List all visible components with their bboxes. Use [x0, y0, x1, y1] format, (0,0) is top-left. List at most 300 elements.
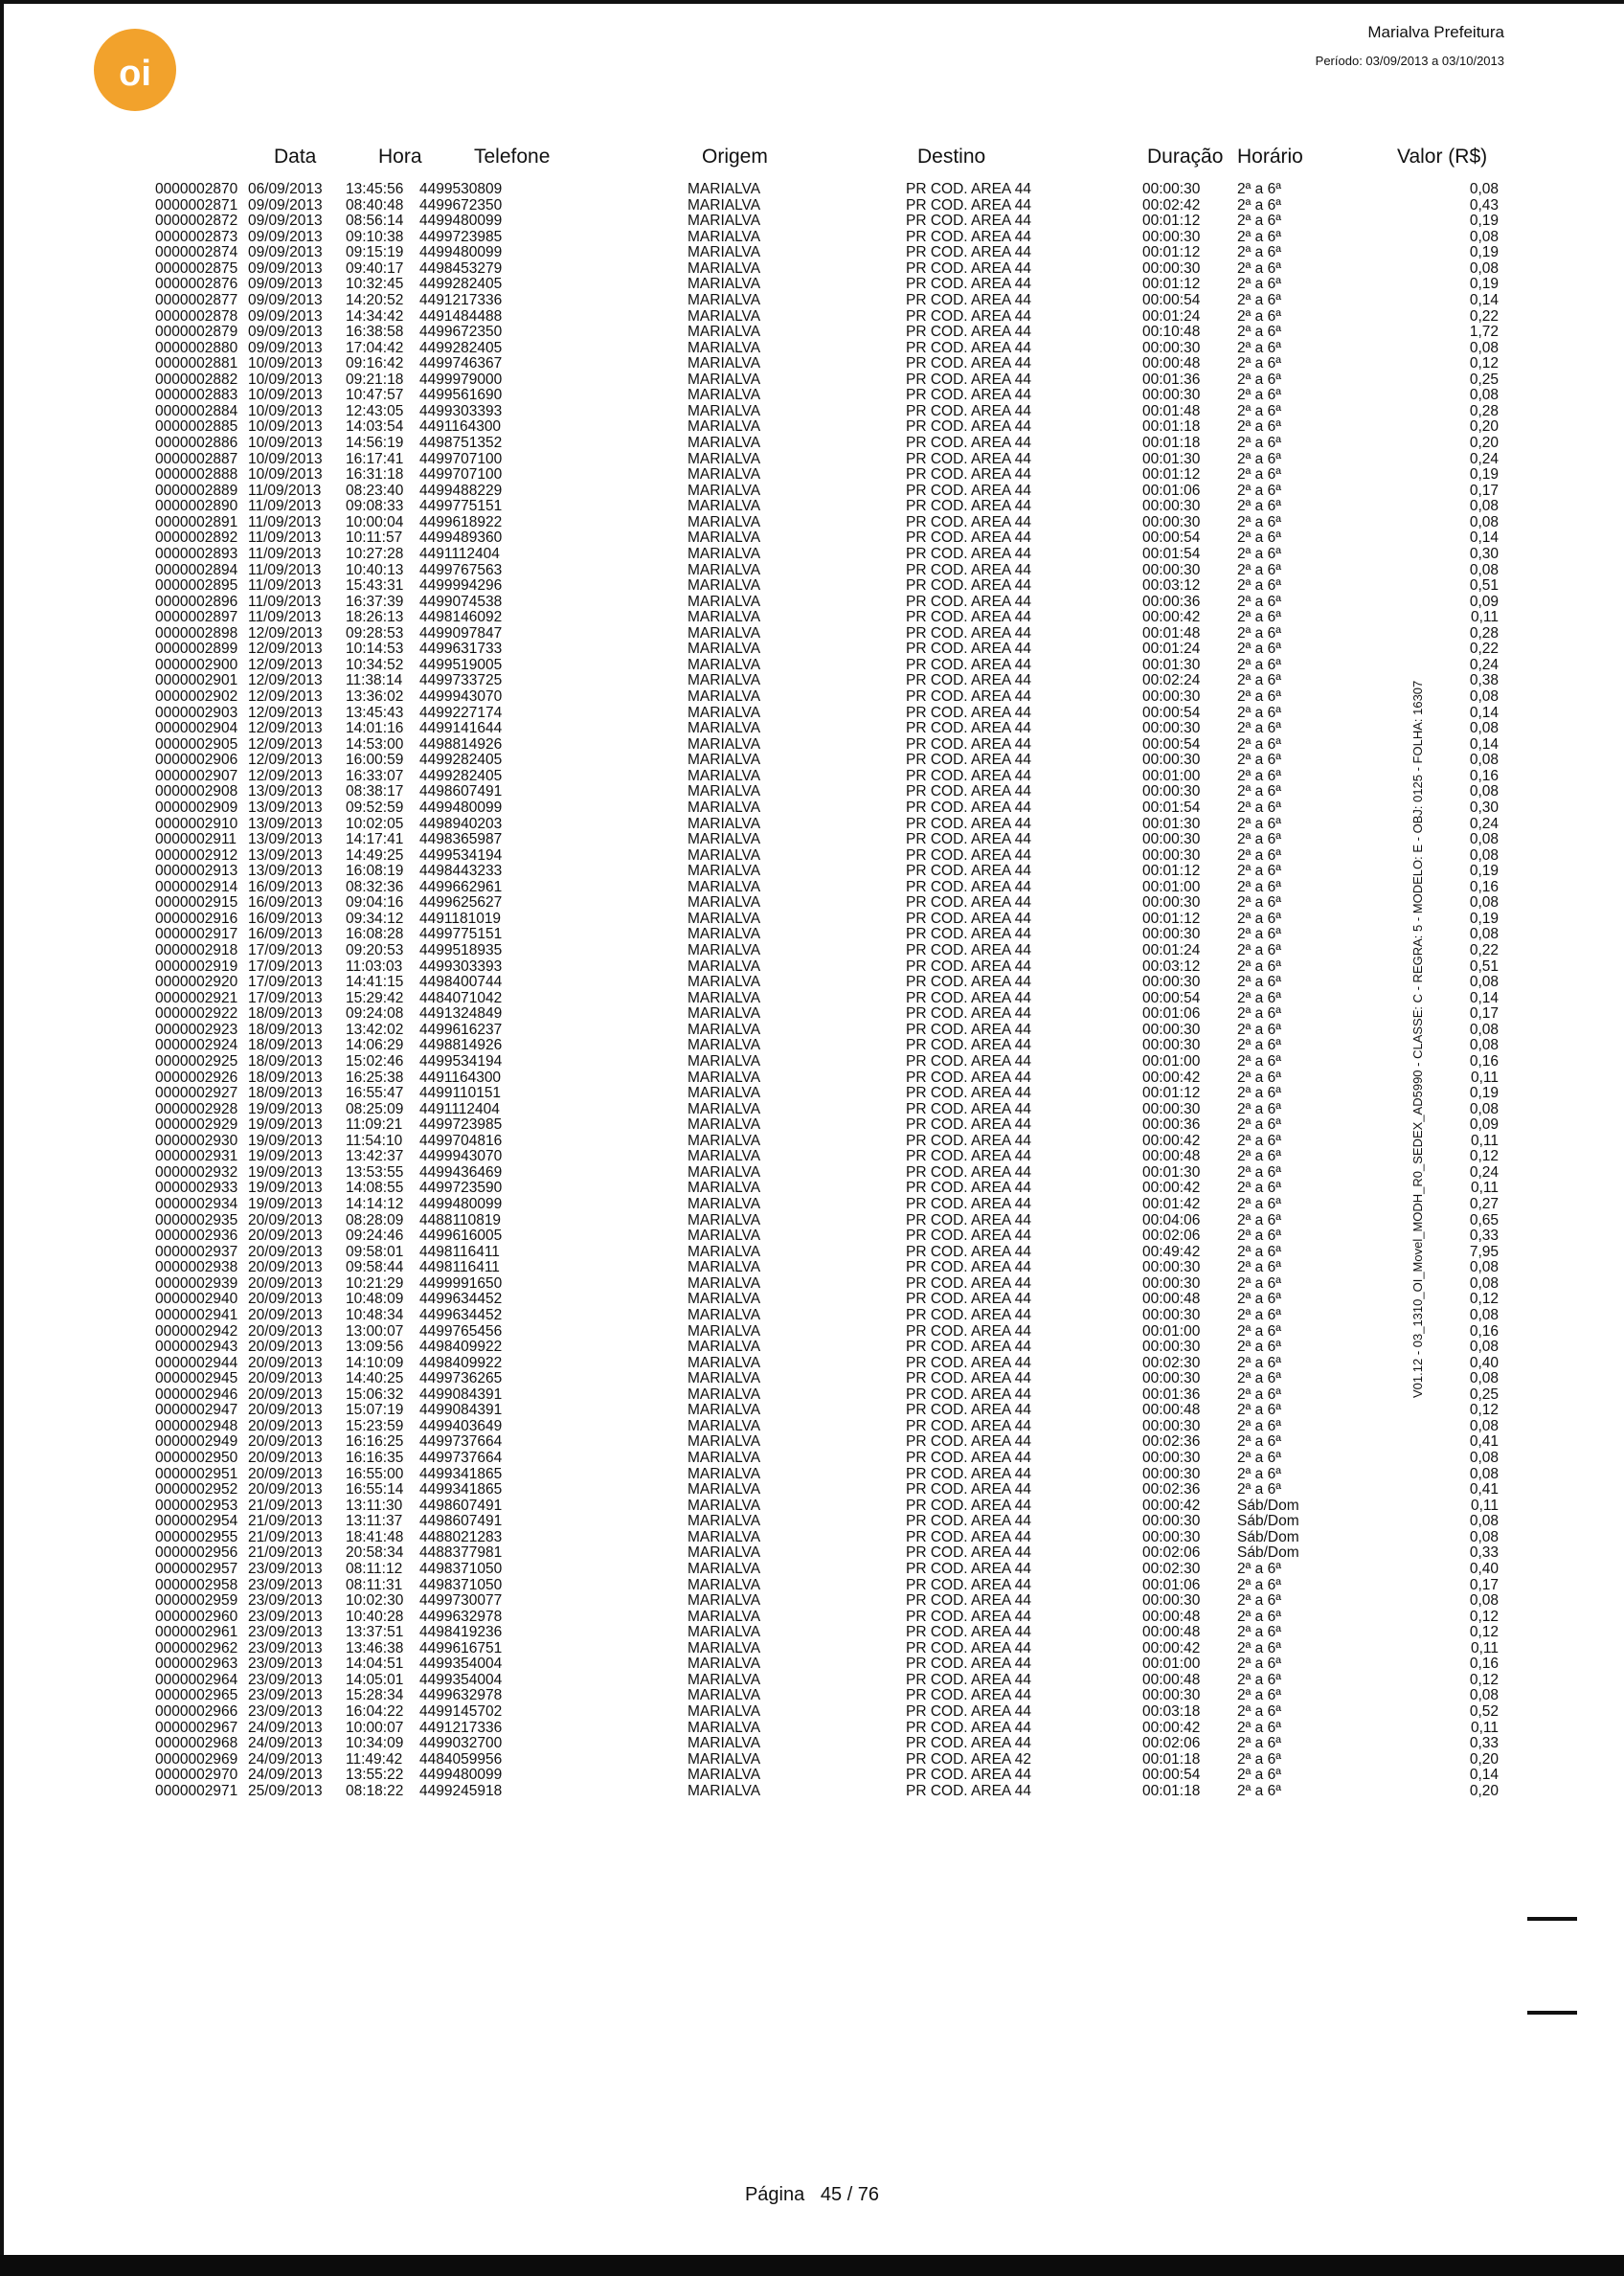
phone-number: 4499765456	[419, 1322, 503, 1340]
call-date: 17/09/2013	[248, 942, 323, 958]
phone-number: 4498116411	[419, 1243, 500, 1260]
phone-number: 4499519005	[419, 656, 503, 673]
origin: MARIALVA	[688, 1560, 761, 1577]
duration: 00:00:48	[1142, 355, 1201, 372]
phone-number: 4499074538	[419, 593, 503, 610]
value: 0,19	[1469, 244, 1499, 261]
call-time: 10:34:52	[346, 656, 404, 673]
schedule: 2ª a 6ª	[1237, 1085, 1281, 1102]
table-row	[0, 737, 1624, 754]
phone-number: 4499530809	[419, 181, 503, 197]
value: 0,08	[1469, 498, 1499, 515]
origin: MARIALVA	[688, 624, 761, 642]
call-time: 14:56:19	[346, 435, 404, 451]
value: 0,11	[1470, 1497, 1499, 1514]
call-time: 09:16:42	[346, 355, 404, 372]
schedule: 2ª a 6ª	[1237, 561, 1281, 578]
call-date: 19/09/2013	[248, 1180, 323, 1197]
schedule: 2ª a 6ª	[1237, 1386, 1281, 1403]
destination: PR COD. AREA 44	[906, 1339, 1031, 1356]
call-date: 09/09/2013	[248, 276, 323, 293]
call-date: 09/09/2013	[248, 291, 323, 308]
destination: PR COD. AREA 44	[906, 1687, 1031, 1704]
call-time: 15:29:42	[346, 989, 404, 1006]
record-id: 0000002958	[155, 1576, 238, 1593]
value: 0,24	[1469, 1163, 1499, 1181]
call-time: 14:08:55	[346, 1180, 404, 1197]
scan-border-bottom	[0, 2255, 1624, 2276]
phone-number: 4499632978	[419, 1687, 503, 1704]
origin: MARIALVA	[688, 1196, 761, 1212]
duration: 00:02:06	[1142, 1544, 1201, 1562]
call-time: 09:58:44	[346, 1259, 404, 1276]
origin: MARIALVA	[688, 1132, 761, 1149]
call-time: 16:33:07	[346, 767, 404, 784]
table-row	[0, 1688, 1624, 1704]
value: 0,12	[1469, 1402, 1499, 1419]
value: 0,19	[1469, 466, 1499, 484]
phone-number: 4499767563	[419, 561, 503, 578]
duration: 00:00:30	[1142, 688, 1201, 705]
origin: MARIALVA	[688, 1306, 761, 1323]
call-time: 08:38:17	[346, 783, 404, 800]
value: 0,08	[1469, 1259, 1499, 1276]
destination: PR COD. AREA 44	[906, 1021, 1031, 1038]
table-row	[0, 1704, 1624, 1721]
table-row	[0, 673, 1624, 689]
value: 0,27	[1469, 1196, 1499, 1212]
call-date: 23/09/2013	[248, 1608, 323, 1625]
schedule: 2ª a 6ª	[1237, 1306, 1281, 1323]
schedule: 2ª a 6ª	[1237, 1370, 1281, 1387]
value: 0,11	[1470, 1069, 1499, 1086]
origin: MARIALVA	[688, 672, 761, 689]
duration: 00:00:30	[1142, 894, 1201, 912]
origin: MARIALVA	[688, 355, 761, 372]
table-row	[0, 1117, 1624, 1134]
call-date: 13/09/2013	[248, 863, 323, 880]
duration: 00:00:42	[1142, 1639, 1201, 1656]
origin: MARIALVA	[688, 402, 761, 419]
record-id: 0000002906	[155, 752, 238, 769]
call-date: 10/09/2013	[248, 355, 323, 372]
origin: MARIALVA	[688, 735, 761, 753]
phone-number: 4499282405	[419, 767, 503, 784]
call-date: 11/09/2013	[248, 498, 322, 515]
call-date: 23/09/2013	[248, 1656, 323, 1673]
destination: PR COD. AREA 44	[906, 656, 1031, 673]
record-id: 0000002921	[155, 989, 238, 1006]
table-row	[0, 1054, 1624, 1070]
destination: PR COD. AREA 44	[906, 1052, 1031, 1070]
schedule: 2ª a 6ª	[1237, 1671, 1281, 1688]
phone-number: 4499707100	[419, 450, 503, 467]
destination: PR COD. AREA 44	[906, 767, 1031, 784]
destination: PR COD. AREA 44	[906, 1291, 1031, 1308]
destination: PR COD. AREA 44	[906, 1085, 1031, 1102]
schedule: 2ª a 6ª	[1237, 196, 1281, 214]
origin: MARIALVA	[688, 1639, 761, 1656]
call-date: 12/09/2013	[248, 641, 323, 658]
schedule: 2ª a 6ª	[1237, 831, 1281, 848]
table-row	[0, 182, 1624, 198]
schedule: 2ª a 6ª	[1237, 609, 1281, 626]
table-row	[0, 658, 1624, 674]
phone-number: 4498814926	[419, 735, 503, 753]
origin: MARIALVA	[688, 1687, 761, 1704]
record-id: 0000002963	[155, 1656, 238, 1673]
phone-number: 4499341865	[419, 1465, 503, 1482]
call-time: 09:40:17	[346, 259, 404, 277]
destination: PR COD. AREA 44	[906, 1639, 1031, 1656]
phone-number: 4499672350	[419, 196, 503, 214]
call-date: 23/09/2013	[248, 1687, 323, 1704]
value: 0,24	[1469, 815, 1499, 832]
record-id: 0000002951	[155, 1465, 238, 1482]
call-time: 15:06:32	[346, 1386, 404, 1403]
call-date: 21/09/2013	[248, 1497, 323, 1514]
origin: MARIALVA	[688, 878, 761, 895]
table-row	[0, 245, 1624, 261]
destination: PR COD. AREA 44	[906, 1592, 1031, 1610]
call-date: 23/09/2013	[248, 1576, 323, 1593]
call-time: 10:48:09	[346, 1291, 404, 1308]
call-date: 19/09/2013	[248, 1148, 323, 1165]
destination: PR COD. AREA 44	[906, 513, 1031, 530]
value: 0,11	[1470, 1132, 1499, 1149]
table-row	[0, 484, 1624, 500]
duration: 00:01:24	[1142, 641, 1201, 658]
duration: 00:00:30	[1142, 926, 1201, 943]
record-id: 0000002882	[155, 371, 238, 388]
phone-number: 4499943070	[419, 688, 503, 705]
call-time: 15:43:31	[346, 577, 404, 595]
call-date: 18/09/2013	[248, 1005, 323, 1023]
call-date: 17/09/2013	[248, 958, 323, 975]
destination: PR COD. AREA 44	[906, 1513, 1031, 1530]
destination: PR COD. AREA 44	[906, 181, 1031, 197]
call-time: 13:53:55	[346, 1163, 404, 1181]
call-time: 09:08:33	[346, 498, 404, 515]
page-label: Página	[744, 2184, 805, 2205]
origin: MARIALVA	[688, 767, 761, 784]
call-time: 08:28:09	[346, 1211, 404, 1228]
record-id: 0000002967	[155, 1719, 238, 1736]
destination: PR COD. AREA 44	[906, 196, 1031, 214]
call-date: 20/09/2013	[248, 1339, 323, 1356]
value: 0,08	[1469, 1528, 1499, 1545]
origin: MARIALVA	[688, 1339, 761, 1356]
value: 0,14	[1469, 530, 1499, 547]
phone-number: 4498607491	[419, 1497, 503, 1514]
duration: 00:01:24	[1142, 942, 1201, 958]
duration: 00:00:54	[1142, 704, 1201, 721]
col-header-data: Data	[274, 146, 317, 168]
duration: 00:01:12	[1142, 213, 1201, 230]
table-row	[0, 1038, 1624, 1054]
table-row	[0, 467, 1624, 484]
phone-number: 4498365987	[419, 831, 503, 848]
value: 0,14	[1469, 735, 1499, 753]
value: 0,08	[1469, 1687, 1499, 1704]
phone-number: 4499282405	[419, 276, 503, 293]
origin: MARIALVA	[688, 783, 761, 800]
record-id: 0000002961	[155, 1624, 238, 1641]
origin: MARIALVA	[688, 1528, 761, 1545]
destination: PR COD. AREA 44	[906, 783, 1031, 800]
destination: PR COD. AREA 44	[906, 259, 1031, 277]
call-time: 08:11:31	[346, 1576, 403, 1593]
call-time: 10:14:53	[346, 641, 404, 658]
table-row	[0, 721, 1624, 737]
phone-number: 4499723590	[419, 1180, 503, 1197]
phone-number: 4484071042	[419, 989, 503, 1006]
call-time: 15:23:59	[346, 1417, 404, 1434]
phone-number: 4498607491	[419, 783, 503, 800]
phone-number: 4498443233	[419, 863, 503, 880]
record-id: 0000002877	[155, 291, 238, 308]
call-time: 13:11:37	[346, 1513, 403, 1530]
table-row	[0, 530, 1624, 547]
company-name: Marialva Prefeitura	[1367, 23, 1504, 41]
schedule: 2ª a 6ª	[1237, 339, 1281, 356]
call-date: 21/09/2013	[248, 1513, 323, 1530]
call-date: 20/09/2013	[248, 1433, 323, 1451]
duration: 00:01:24	[1142, 307, 1201, 325]
call-time: 14:41:15	[346, 974, 404, 991]
record-id: 0000002896	[155, 593, 238, 610]
origin: MARIALVA	[688, 1513, 761, 1530]
table-row	[0, 452, 1624, 468]
schedule: 2ª a 6ª	[1237, 656, 1281, 673]
value: 0,24	[1469, 450, 1499, 467]
oi-logo: oi	[94, 29, 176, 111]
origin: MARIALVA	[688, 513, 761, 530]
destination: PR COD. AREA 44	[906, 418, 1031, 436]
schedule: 2ª a 6ª	[1237, 1433, 1281, 1451]
destination: PR COD. AREA 44	[906, 1782, 1031, 1799]
duration: 00:00:30	[1142, 387, 1201, 404]
duration: 00:00:30	[1142, 228, 1201, 245]
table-row	[0, 1403, 1624, 1419]
origin: MARIALVA	[688, 1211, 761, 1228]
phone-number: 4488110819	[419, 1211, 502, 1228]
table-row	[0, 1768, 1624, 1784]
schedule: 2ª a 6ª	[1237, 1481, 1281, 1499]
schedule: 2ª a 6ª	[1237, 1339, 1281, 1356]
value: 0,08	[1469, 1370, 1499, 1387]
table-row	[0, 309, 1624, 326]
duration: 00:00:30	[1142, 974, 1201, 991]
call-date: 23/09/2013	[248, 1639, 323, 1656]
call-date: 11/09/2013	[248, 545, 322, 562]
record-id: 0000002909	[155, 799, 238, 816]
duration: 00:00:30	[1142, 1370, 1201, 1387]
value: 0,08	[1469, 831, 1499, 848]
origin: MARIALVA	[688, 593, 761, 610]
record-id: 0000002881	[155, 355, 238, 372]
call-time: 09:24:46	[346, 1228, 404, 1245]
table-row	[0, 1102, 1624, 1118]
table-row	[0, 912, 1624, 928]
table-row	[0, 578, 1624, 595]
call-time: 13:42:37	[346, 1148, 404, 1165]
value: 0,08	[1469, 1274, 1499, 1292]
schedule: 2ª a 6ª	[1237, 1608, 1281, 1625]
schedule: 2ª a 6ª	[1237, 213, 1281, 230]
value: 0,08	[1469, 894, 1499, 912]
record-id: 0000002899	[155, 641, 238, 658]
record-id: 0000002960	[155, 1608, 238, 1625]
table-row	[0, 515, 1624, 531]
destination: PR COD. AREA 44	[906, 1560, 1031, 1577]
table-row	[0, 1228, 1624, 1245]
phone-number: 4499631733	[419, 641, 503, 658]
value: 0,40	[1469, 1560, 1499, 1577]
value: 0,17	[1469, 1576, 1499, 1593]
destination: PR COD. AREA 44	[906, 1132, 1031, 1149]
schedule: 2ª a 6ª	[1237, 942, 1281, 958]
destination: PR COD. AREA 44	[906, 1481, 1031, 1499]
destination: PR COD. AREA 44	[906, 276, 1031, 293]
record-id: 0000002873	[155, 228, 238, 245]
phone-number: 4499145702	[419, 1703, 503, 1720]
record-id: 0000002872	[155, 213, 238, 230]
table-row	[0, 1578, 1624, 1594]
value: 1,72	[1469, 324, 1499, 341]
destination: PR COD. AREA 44	[906, 1148, 1031, 1165]
phone-number: 4499775151	[419, 926, 503, 943]
call-time: 10:11:57	[346, 530, 403, 547]
value: 0,08	[1469, 974, 1499, 991]
call-date: 19/09/2013	[248, 1100, 323, 1117]
table-row	[0, 864, 1624, 880]
phone-number: 4499625627	[419, 894, 503, 912]
origin: MARIALVA	[688, 958, 761, 975]
table-row	[0, 943, 1624, 959]
call-date: 20/09/2013	[248, 1465, 323, 1482]
record-id: 0000002893	[155, 545, 238, 562]
call-date: 20/09/2013	[248, 1306, 323, 1323]
record-id: 0000002943	[155, 1339, 238, 1356]
origin: MARIALVA	[688, 530, 761, 547]
call-time: 14:05:01	[346, 1671, 404, 1688]
value: 0,52	[1469, 1703, 1499, 1720]
table-row	[0, 1721, 1624, 1737]
call-time: 14:03:54	[346, 418, 404, 436]
phone-number: 4491112404	[419, 1100, 500, 1117]
destination: PR COD. AREA 44	[906, 1228, 1031, 1245]
value: 0,40	[1469, 1354, 1499, 1371]
schedule: 2ª a 6ª	[1237, 1069, 1281, 1086]
call-date: 25/09/2013	[248, 1782, 323, 1799]
record-id: 0000002880	[155, 339, 238, 356]
schedule: 2ª a 6ª	[1237, 1243, 1281, 1260]
destination: PR COD. AREA 44	[906, 926, 1031, 943]
call-date: 20/09/2013	[248, 1259, 323, 1276]
origin: MARIALVA	[688, 1163, 761, 1181]
value: 0,08	[1469, 1450, 1499, 1466]
record-id: 0000002920	[155, 974, 238, 991]
duration: 00:00:30	[1142, 1021, 1201, 1038]
duration: 00:04:06	[1142, 1211, 1201, 1228]
destination: PR COD. AREA 44	[906, 466, 1031, 484]
destination: PR COD. AREA 44	[906, 1719, 1031, 1736]
schedule: 2ª a 6ª	[1237, 1465, 1281, 1482]
record-id: 0000002950	[155, 1450, 238, 1466]
call-time: 16:00:59	[346, 752, 404, 769]
phone-number: 4499730077	[419, 1592, 503, 1610]
duration: 00:00:30	[1142, 752, 1201, 769]
duration: 00:00:30	[1142, 1592, 1201, 1610]
destination: PR COD. AREA 44	[906, 1354, 1031, 1371]
call-time: 13:42:02	[346, 1021, 404, 1038]
destination: PR COD. AREA 44	[906, 815, 1031, 832]
call-date: 11/09/2013	[248, 609, 322, 626]
origin: MARIALVA	[688, 307, 761, 325]
table-row	[0, 563, 1624, 579]
record-id: 0000002919	[155, 958, 238, 975]
call-date: 12/09/2013	[248, 688, 323, 705]
origin: MARIALVA	[688, 1052, 761, 1070]
call-time: 09:04:16	[346, 894, 404, 912]
origin: MARIALVA	[688, 974, 761, 991]
table-row	[0, 1387, 1624, 1404]
schedule: 2ª a 6ª	[1237, 1735, 1281, 1752]
call-date: 11/09/2013	[248, 561, 322, 578]
table-row	[0, 1023, 1624, 1039]
record-id: 0000002952	[155, 1481, 238, 1499]
call-time: 13:00:07	[346, 1322, 404, 1340]
call-date: 09/09/2013	[248, 339, 323, 356]
call-date: 13/09/2013	[248, 799, 323, 816]
call-date: 10/09/2013	[248, 387, 323, 404]
col-header-origem: Origem	[702, 146, 768, 168]
schedule: 2ª a 6ª	[1237, 1196, 1281, 1212]
value: 0,17	[1469, 482, 1499, 499]
origin: MARIALVA	[688, 1767, 761, 1784]
call-date: 12/09/2013	[248, 624, 323, 642]
record-id: 0000002953	[155, 1497, 238, 1514]
call-time: 16:04:22	[346, 1703, 404, 1720]
call-time: 18:41:48	[346, 1528, 404, 1545]
duration: 00:00:42	[1142, 1180, 1201, 1197]
destination: PR COD. AREA 44	[906, 735, 1031, 753]
record-id: 0000002911	[155, 831, 237, 848]
duration: 00:00:30	[1142, 1306, 1201, 1323]
origin: MARIALVA	[688, 259, 761, 277]
schedule: 2ª a 6ª	[1237, 989, 1281, 1006]
phone-number: 4498371050	[419, 1560, 503, 1577]
record-id: 0000002941	[155, 1306, 238, 1323]
schedule: 2ª a 6ª	[1237, 418, 1281, 436]
schedule: 2ª a 6ª	[1237, 1592, 1281, 1610]
call-time: 09:10:38	[346, 228, 404, 245]
value: 0,22	[1469, 641, 1499, 658]
destination: PR COD. AREA 44	[906, 894, 1031, 912]
duration: 00:00:30	[1142, 846, 1201, 864]
table-row	[0, 341, 1624, 357]
duration: 00:00:30	[1142, 1274, 1201, 1292]
value: 0,14	[1469, 1767, 1499, 1784]
origin: MARIALVA	[688, 1417, 761, 1434]
value: 0,08	[1469, 181, 1499, 197]
call-date: 12/09/2013	[248, 672, 323, 689]
record-id: 0000002957	[155, 1560, 238, 1577]
call-time: 10:48:34	[346, 1306, 404, 1323]
origin: MARIALVA	[688, 339, 761, 356]
duration: 00:01:12	[1142, 863, 1201, 880]
